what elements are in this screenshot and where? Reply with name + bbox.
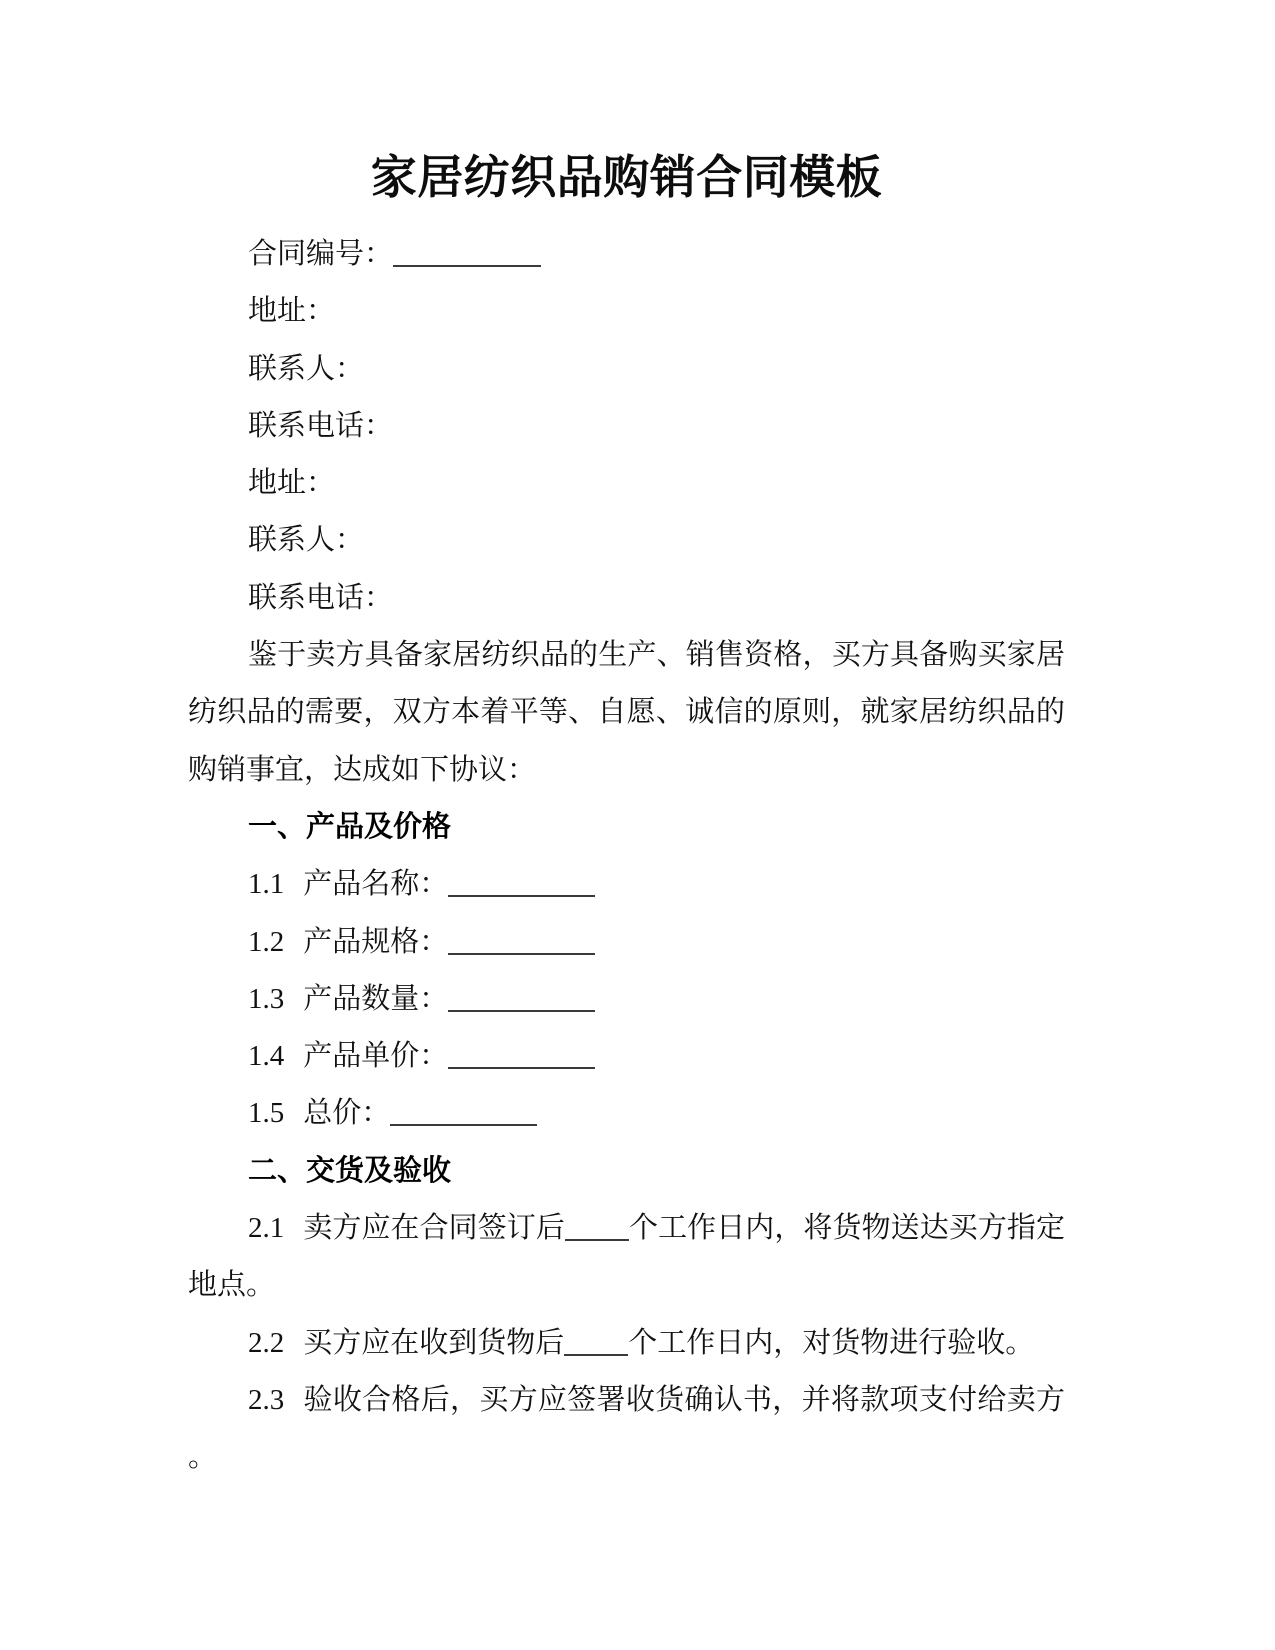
item-1-5-blank-line [390, 1122, 537, 1126]
item-1-1-blank-line [448, 893, 595, 897]
field-address-seller [188, 283, 1065, 340]
item-1-4-number: 1.4 [248, 1040, 285, 1073]
clause-2-2-number: 2.2 [248, 1326, 285, 1359]
item-1-3-blank-line [448, 1008, 595, 1012]
field-phone-seller-label: 联系电话： [248, 409, 394, 442]
clause-2-2 [188, 1315, 1065, 1372]
item-1-1 [188, 856, 1065, 913]
clause-2-3-number: 2.3 [248, 1383, 285, 1416]
contract-number-blank-line [393, 263, 541, 267]
field-contact-buyer-label: 联系人： [248, 524, 365, 557]
item-1-3-number: 1.3 [248, 982, 285, 1015]
item-1-4-blank-line [448, 1065, 595, 1069]
clause-2-1-number: 2.1 [248, 1212, 285, 1245]
clause-2-1-text-post: 个工作日内，将货物送达买方指定地点。 [188, 1212, 1065, 1302]
field-address-seller-label: 地址： [248, 295, 336, 328]
field-phone-buyer-label: 联系电话： [248, 581, 394, 614]
clause-2-2-text-post: 个工作日内，对货物进行验收。 [628, 1326, 1035, 1359]
item-1-1-label: 产品名称： [303, 868, 449, 901]
section-1-heading: 一、产品及价格 [248, 810, 452, 843]
item-1-3-label: 产品数量： [303, 982, 449, 1015]
item-1-2-label: 产品规格： [303, 925, 449, 958]
field-contact-seller [188, 341, 1065, 398]
field-contract-number-label: 合同编号： [248, 238, 394, 270]
clause-2-2-text-pre: 买方应在收到货物后 [303, 1326, 565, 1359]
document-title: 家居纺织品购销合同模板 [370, 152, 883, 203]
field-address-buyer [188, 455, 1065, 512]
clause-2-3 [188, 1372, 1065, 1487]
item-1-1-number: 1.1 [248, 868, 285, 901]
item-1-4-label: 产品单价： [303, 1040, 449, 1073]
section-2-heading: 二、交货及验收 [248, 1154, 452, 1187]
item-1-2-number: 1.2 [248, 925, 285, 958]
field-contact-seller-label: 联系人： [248, 352, 365, 385]
item-1-4 [188, 1028, 1065, 1085]
item-1-5-label: 总价： [303, 1097, 391, 1130]
clause-2-1 [188, 1200, 1065, 1315]
item-1-3 [188, 971, 1065, 1028]
field-contact-buyer [188, 512, 1065, 569]
item-1-2-blank-line [448, 951, 595, 955]
field-phone-seller [188, 398, 1065, 455]
field-address-buyer-label: 地址： [248, 467, 336, 500]
clause-2-2-blank-line [564, 1352, 628, 1356]
item-1-5 [188, 1085, 1065, 1142]
document-content [188, 148, 1065, 1487]
field-contract-number [188, 226, 1065, 283]
clause-2-3-text: 验收合格后，买方应签署收货确认书，并将款项支付给卖方。 [188, 1383, 1065, 1474]
preamble-paragraph: 鉴于卖方具备家居纺织品的生产、销售资格，买方具备购买家居纺织品的需要，双方本着平等、自愿、诚信的原则，就家居纺织品的购销事宜，达成如下协议： [188, 639, 1065, 786]
field-phone-buyer [188, 570, 1065, 627]
clause-2-1-blank-line [565, 1237, 629, 1241]
item-1-2 [188, 914, 1065, 971]
clause-2-1-text-pre: 卖方应在合同签订后 [303, 1212, 565, 1245]
document-body [188, 226, 1065, 1487]
item-1-5-number: 1.5 [248, 1097, 285, 1130]
